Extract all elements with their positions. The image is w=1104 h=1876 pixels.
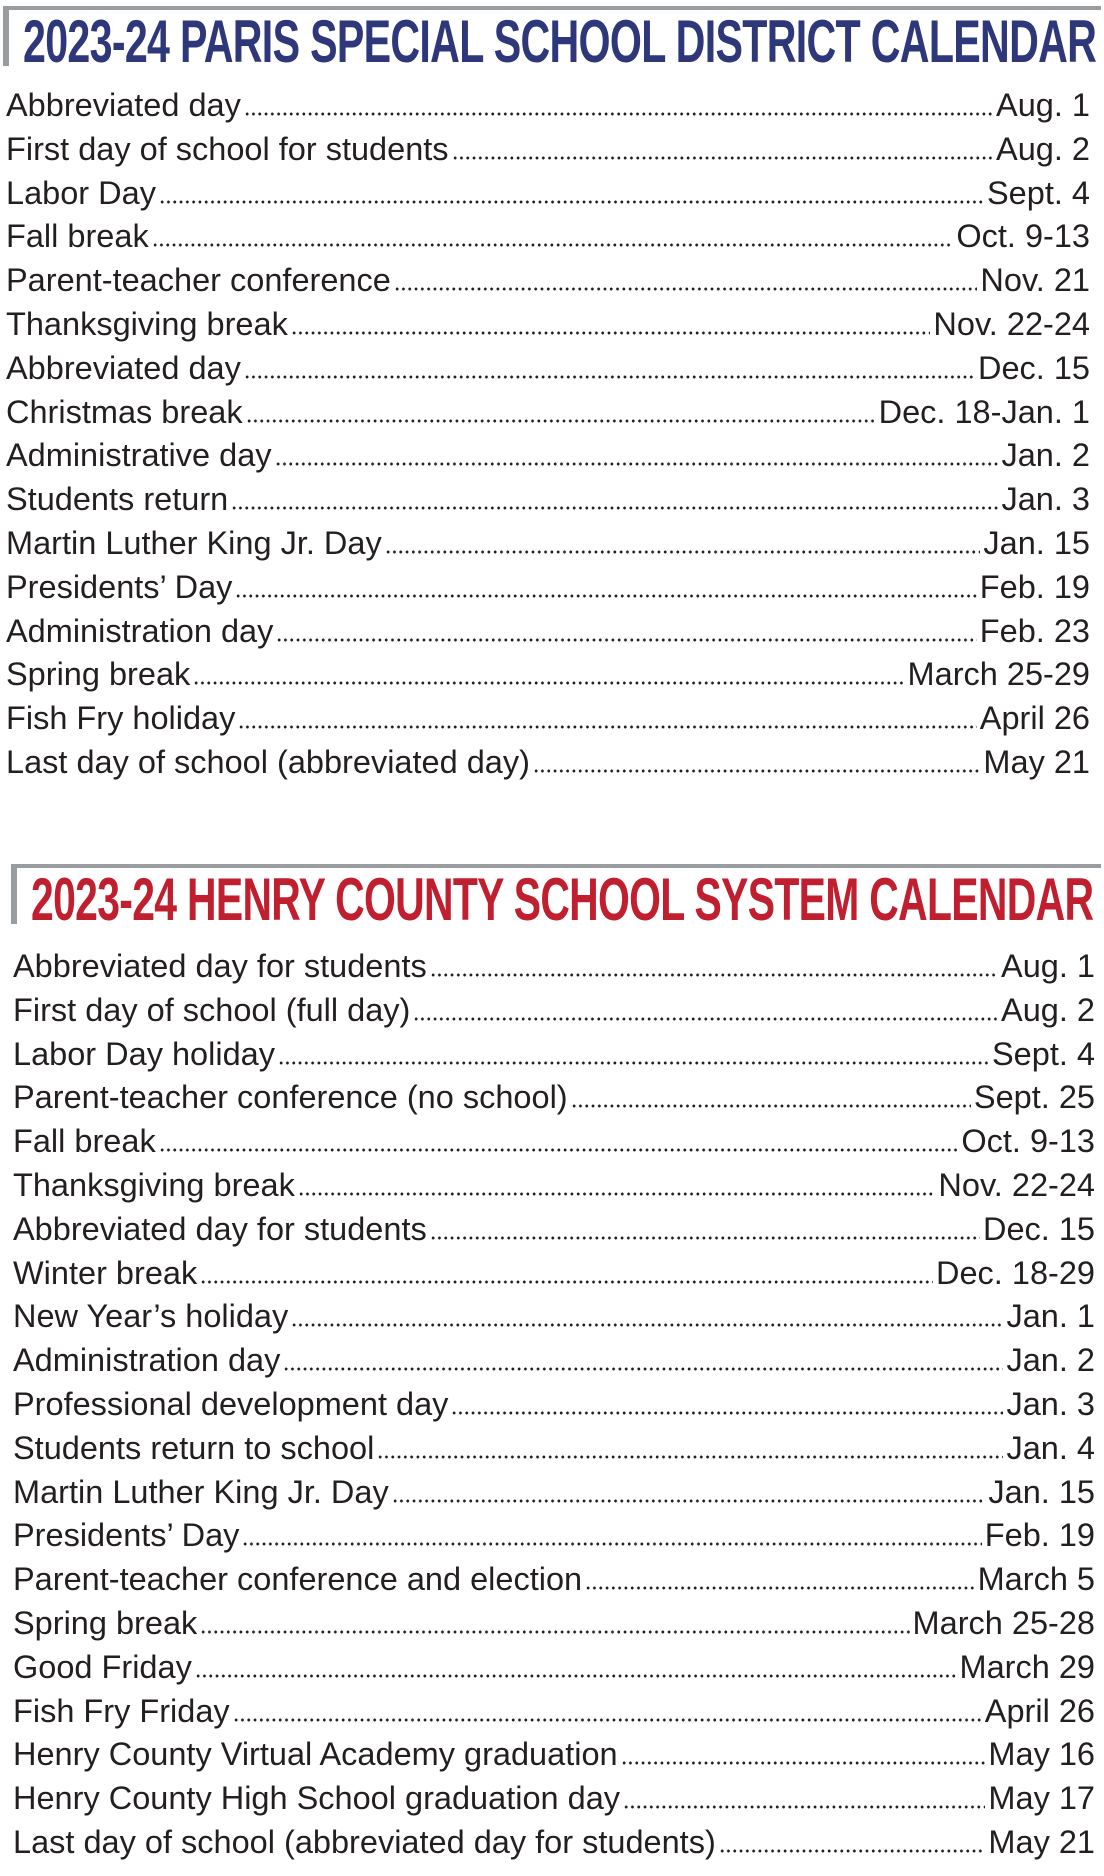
calendar-row <box>6 566 1090 610</box>
event-name: Thanksgiving break <box>13 1166 295 1203</box>
event-date: Aug. 2 <box>1001 991 1095 1028</box>
event-name: Administration day <box>13 1342 281 1379</box>
dot-leader <box>385 550 981 554</box>
event-date: Jan. 15 <box>988 1473 1095 1510</box>
event-name: Henry County High School graduation day <box>13 1780 621 1817</box>
event-name: Abbreviated day <box>6 87 241 123</box>
calendar-row <box>6 653 1090 697</box>
event-name: Fall break <box>13 1123 156 1160</box>
event-date: Nov. 21 <box>980 262 1090 299</box>
event-name: Spring break <box>13 1604 198 1641</box>
calendar-row <box>6 128 1090 172</box>
event-name: Henry County Virtual Academy graduation <box>13 1736 618 1773</box>
event-name: Fish Fry holiday <box>6 700 236 737</box>
calendar-row <box>13 1295 1095 1339</box>
event-name: Abbreviated day for students <box>13 948 427 984</box>
calendar-row <box>6 84 1090 128</box>
calendar-row <box>13 1471 1095 1515</box>
dot-leader <box>238 725 976 729</box>
event-name: Labor Day <box>6 174 156 211</box>
calendar-row <box>6 478 1090 522</box>
calendar-row <box>13 1821 1095 1865</box>
event-name: Parent-teacher conference (no school) <box>13 1079 568 1116</box>
event-date: Oct. 9-13 <box>956 218 1090 255</box>
calendar-row <box>6 391 1090 435</box>
dot-leader <box>244 112 993 116</box>
dot-leader <box>246 419 876 423</box>
event-date: Jan. 15 <box>983 524 1090 561</box>
dot-leader <box>291 1323 1003 1327</box>
dot-leader <box>533 769 981 773</box>
dot-leader <box>152 243 954 247</box>
dot-leader <box>451 1411 1003 1415</box>
calendar-row <box>13 989 1095 1033</box>
dot-leader <box>394 287 978 291</box>
paris-calendar-title: 2023-24 PARIS SPECIAL SCHOOL DISTRICT CALENDAR <box>23 8 1097 75</box>
dot-leader <box>275 462 999 466</box>
event-date: March 25-29 <box>907 656 1090 693</box>
event-date: Jan. 3 <box>1001 481 1090 518</box>
event-name: Parent-teacher conference <box>6 262 391 299</box>
calendar-row <box>13 1777 1095 1821</box>
event-date: Dec. 18-Jan. 1 <box>878 393 1090 430</box>
calendar-row <box>6 347 1090 391</box>
dot-leader <box>571 1104 971 1108</box>
calendar-row <box>13 1514 1095 1558</box>
event-date: Jan. 1 <box>1006 1298 1095 1335</box>
calendar-row <box>13 1076 1095 1120</box>
henry-calendar-title: 2023-24 HENRY COUNTY SCHOOL SYSTEM CALENDAR <box>31 866 1094 933</box>
calendar-row <box>13 1558 1095 1602</box>
event-name: Parent-teacher conference and election <box>13 1561 583 1598</box>
event-name: Students return to school <box>13 1429 375 1466</box>
calendar-row <box>13 1120 1095 1164</box>
dot-leader <box>231 506 998 510</box>
calendar-row <box>6 434 1090 478</box>
event-date: Sept. 4 <box>992 1035 1095 1072</box>
dot-leader <box>159 1148 959 1152</box>
calendar-row <box>6 303 1090 347</box>
event-date: Feb. 19 <box>984 1517 1095 1554</box>
dot-leader <box>452 156 993 160</box>
event-date: Nov. 22-24 <box>938 1166 1095 1203</box>
event-name: Fall break <box>6 218 149 255</box>
calendar-row <box>13 1427 1095 1471</box>
event-date: March 25-28 <box>912 1604 1095 1641</box>
event-date: Dec. 15 <box>977 349 1090 386</box>
henry-calendar-header <box>11 864 1101 933</box>
dot-leader <box>278 1061 989 1065</box>
event-name: Professional development day <box>13 1385 449 1422</box>
event-date: Feb. 23 <box>979 612 1090 649</box>
calendar-row <box>13 1733 1095 1777</box>
calendar-row <box>13 1646 1095 1690</box>
dot-leader <box>233 1718 982 1722</box>
event-name: Abbreviated day <box>6 349 241 386</box>
event-date: Jan. 3 <box>1006 1385 1095 1422</box>
event-date: Dec. 15 <box>982 1210 1095 1247</box>
calendar-row <box>13 1690 1095 1734</box>
event-date: Nov. 22-24 <box>933 305 1090 342</box>
dot-leader <box>585 1586 974 1590</box>
calendar-row <box>13 1252 1095 1296</box>
event-name: Winter break <box>13 1254 198 1291</box>
calendar-row <box>13 1602 1095 1646</box>
event-name: Martin Luther King Jr. Day <box>13 1473 389 1510</box>
calendar-row <box>13 1208 1095 1252</box>
calendar-row <box>6 215 1090 259</box>
dot-leader <box>235 594 976 598</box>
dot-leader <box>200 1280 933 1284</box>
event-date: Oct. 9-13 <box>961 1123 1095 1160</box>
event-date: Jan. 4 <box>1006 1429 1095 1466</box>
calendar-row <box>13 945 1095 989</box>
event-date: Jan. 2 <box>1006 1342 1095 1379</box>
event-name: Martin Luther King Jr. Day <box>6 524 382 561</box>
event-name: Last day of school (abbreviated day) <box>6 743 530 780</box>
event-date: Dec. 18-29 <box>936 1254 1095 1291</box>
dot-leader <box>276 638 976 642</box>
calendar-row <box>6 259 1090 303</box>
event-name: Good Friday <box>13 1648 192 1685</box>
dot-leader <box>621 1761 986 1765</box>
event-date: Aug. 1 <box>996 87 1090 123</box>
dot-leader <box>623 1805 985 1809</box>
calendar-row <box>13 1339 1095 1383</box>
event-name: First day of school (full day) <box>13 991 411 1028</box>
event-date: May 16 <box>988 1736 1095 1773</box>
dot-leader <box>430 973 998 977</box>
event-date: April 26 <box>979 700 1090 737</box>
calendar-row <box>6 741 1090 785</box>
event-name: Last day of school (abbreviated day for students) <box>13 1823 716 1860</box>
event-date: March 29 <box>959 1648 1095 1685</box>
calendar-row <box>13 1383 1095 1427</box>
calendar-row <box>6 697 1090 741</box>
dot-leader <box>283 1367 1003 1371</box>
event-name: Presidents’ Day <box>13 1517 240 1554</box>
dot-leader <box>193 681 904 685</box>
event-name: Administration day <box>6 612 274 649</box>
paris-event-list <box>6 84 1090 785</box>
dot-leader <box>430 1236 980 1240</box>
event-date: Sept. 25 <box>973 1079 1095 1116</box>
event-date: March 5 <box>977 1561 1095 1598</box>
event-date: May 21 <box>983 743 1090 780</box>
dot-leader <box>413 1017 998 1021</box>
dot-leader <box>298 1192 936 1196</box>
event-name: Fish Fry Friday <box>13 1692 230 1729</box>
event-date: Aug. 1 <box>1001 948 1095 984</box>
event-name: Presidents’ Day <box>6 568 233 605</box>
event-date: Feb. 19 <box>979 568 1090 605</box>
event-name: Students return <box>6 481 229 518</box>
dot-leader <box>242 1542 981 1546</box>
event-name: Spring break <box>6 656 191 693</box>
calendar-row <box>6 522 1090 566</box>
event-date: Aug. 2 <box>996 130 1090 167</box>
henry-event-list <box>13 945 1095 1865</box>
dot-leader <box>392 1499 986 1503</box>
calendar-row <box>6 172 1090 216</box>
dot-leader <box>195 1674 957 1678</box>
event-date: May 21 <box>988 1823 1095 1860</box>
dot-leader <box>244 375 975 379</box>
event-name: Administrative day <box>6 437 272 474</box>
event-date: May 17 <box>988 1780 1095 1817</box>
dot-leader <box>159 200 984 204</box>
event-date: Jan. 2 <box>1001 437 1090 474</box>
event-name: Labor Day holiday <box>13 1035 275 1072</box>
dot-leader <box>291 331 931 335</box>
calendar-row <box>13 1164 1095 1208</box>
event-name: First day of school for students <box>6 130 449 167</box>
dot-leader <box>719 1849 986 1853</box>
paris-calendar-header <box>3 6 1101 75</box>
dot-leader <box>200 1630 909 1634</box>
event-date: Sept. 4 <box>987 174 1090 211</box>
event-name: Christmas break <box>6 393 243 430</box>
calendar-row <box>6 610 1090 654</box>
event-name: New Year’s holiday <box>13 1298 289 1335</box>
calendar-row <box>13 1033 1095 1077</box>
dot-leader <box>377 1455 1003 1459</box>
event-name: Thanksgiving break <box>6 305 288 342</box>
event-date: April 26 <box>984 1692 1095 1729</box>
event-name: Abbreviated day for students <box>13 1210 427 1247</box>
